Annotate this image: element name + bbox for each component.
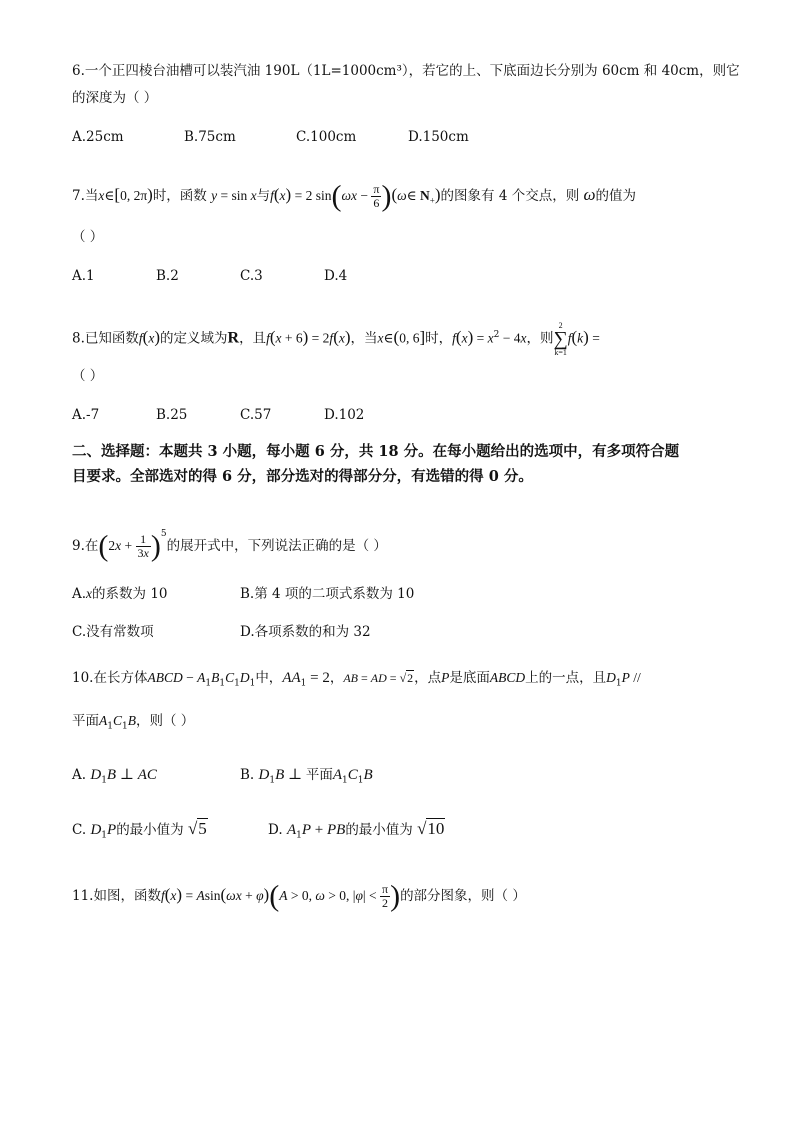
q11-prefix: 11.如图，函数 — [72, 888, 161, 904]
q7-text3: 的图象有 4 个交点，则 — [440, 188, 580, 204]
q8-line1: 8.已知函数f(x)的定义域为R，且f(x + 6) = 2f(x)，当x∈(0, 6]时，$f(x) = x^2 - 4x$，则 2 ∑ k=1 f(k) = — [72, 321, 600, 357]
q9-option-c: C.没有常数项 — [72, 624, 154, 640]
q8-text3: ，当 — [350, 330, 378, 347]
q10-line2-text: 平面 — [72, 713, 99, 729]
q10-text2: ， — [329, 670, 344, 686]
q10-text5: 上的一点，且 — [525, 670, 607, 686]
q10-line2-suffix: ，则（ ） — [135, 713, 195, 729]
q9-option-b: B.第 4 项的二项式系数为 10 — [240, 586, 415, 602]
q10-line2: 平面$A_1C_1B$，则（ ） — [72, 713, 195, 732]
q7-line1: 7.当x∈[0, 2π)时，函数 y = sin x与f(x) = 2 sin(ωx − $\frac{\pi}{6}$ )(ω∈ $N_+$)的图象有 4 个交点，则 ω的值为 — [72, 179, 637, 213]
q6-line2: 的深度为（ ） — [72, 90, 158, 106]
q7-line2: （ ） — [72, 229, 104, 245]
q7-option-b: B.2 — [156, 268, 179, 284]
q9-text1: 的展开式中，下列说法正确的是（ ） — [166, 538, 387, 554]
q8-text2: ，且 — [239, 330, 267, 347]
q10-text3: ，点 — [414, 670, 442, 686]
q7-option-d: D.4 — [324, 268, 348, 284]
q6-option-a: A.25cm — [72, 129, 124, 145]
q10-option-c: C. $D_1P$的最小值为 √5 — [72, 819, 207, 841]
q10-option-d-text: 的最小值为 — [345, 822, 413, 838]
q10-option-b-text: 平面 — [305, 767, 333, 783]
q8-option-c: C.57 — [240, 407, 272, 423]
q8-option-d: D.102 — [324, 407, 365, 423]
q7-text4: 的值为 — [595, 188, 637, 204]
q10-option-b: B. $D_1B$ ⊥ 平面$A_1C_1B$ — [240, 767, 373, 786]
q7-option-a: A.1 — [72, 268, 95, 284]
q8-line2: （ ） — [72, 368, 104, 384]
q10-option-c-text: 的最小值为 — [116, 822, 184, 838]
q9-option-a-text: 的系数为 10 — [92, 586, 168, 602]
q6-option-c: C.100cm — [296, 129, 357, 145]
q8-text1: 的定义域为 — [160, 330, 228, 347]
q7-interval: x — [98, 188, 105, 203]
q10-prefix: 10.在长方体 — [72, 670, 148, 686]
q10-text1: 中， — [255, 670, 283, 686]
q9-line1: 9.在(2x + $\frac{1}{3x}$ )$^5$的展开式中，下列说法正确的是（ ） — [72, 529, 387, 563]
q6-option-b: B.75cm — [184, 129, 236, 145]
q8-text4: 时， — [425, 330, 453, 347]
q9-option-a: A.x的系数为 10 — [72, 586, 168, 602]
q6-line1: 6.一个正四棱台油槽可以装汽油 190L（1L=1000cm³），若它的上、下底面边长分别为 60cm 和 40cm，则它 — [72, 63, 740, 79]
q8-text5: ，则 — [526, 330, 554, 347]
q10-text4: 是底面 — [449, 670, 490, 686]
q10-line1: 10.在长方体ABCD − $A_1B_1C_1D_1$中，$AA_1 = 2$，AB = AD = √2，点P是底面ABCD上的一点，且$D_1P$ // — [72, 670, 641, 689]
section2-heading-line2: 目要求。全部选对的得 6 分，部分选对的得部分分，有选错的得 0 分。 — [72, 468, 533, 485]
q9-prefix: 9.在 — [72, 538, 99, 554]
q10-option-d: D. $A_1P$ + PB的最小值为 √10 — [268, 819, 445, 841]
q8-option-b: B.25 — [156, 407, 188, 423]
q7-prefix: 7.当 — [72, 188, 99, 204]
section2-heading-line1: 二、选择题：本题共 3 小题，每小题 6 分，共 18 分。在每小题给出的选项中，有多项符合题 — [72, 443, 680, 460]
q7-option-c: C.3 — [240, 268, 263, 284]
q7-text2: 与 — [256, 188, 271, 204]
q11-line1: 11.如图，函数f(x) = Asin(ωx + φ)(A > 0, ω > 0, |φ| < $\frac{\pi}{2}$ )的部分图象，则（ ） — [72, 879, 526, 913]
q6-option-d: D.150cm — [408, 129, 469, 145]
q11-text1: 的部分图象，则（ ） — [400, 888, 526, 904]
q8-prefix: 8.已知函数 — [72, 330, 139, 347]
q9-option-d: D.各项系数的和为 32 — [240, 624, 371, 640]
q8-option-a: A.-7 — [72, 407, 100, 423]
q10-option-a: A. $D_1B$ ⊥ AC — [72, 767, 157, 786]
q7-text1: 时，函数 — [152, 188, 207, 204]
